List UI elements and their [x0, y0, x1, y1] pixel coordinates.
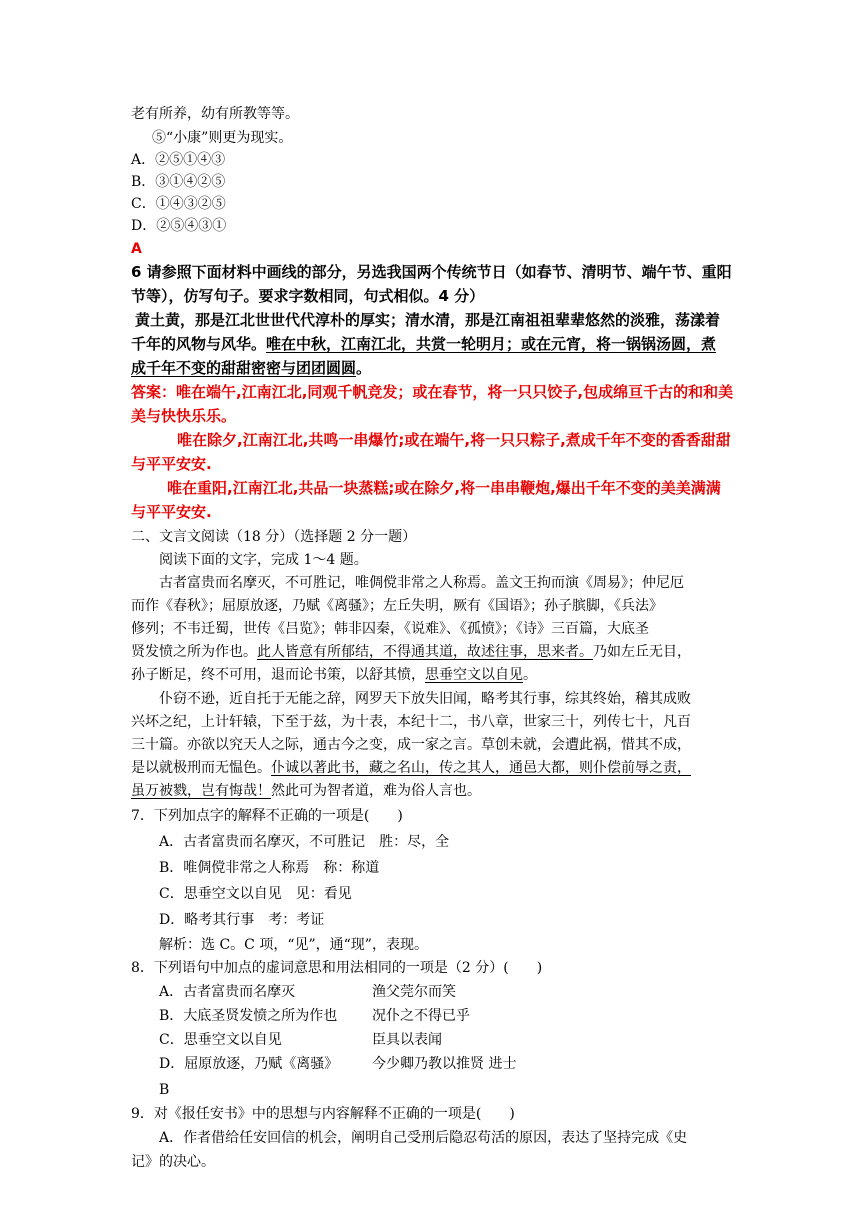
q8-option-b-right: 况仆之不得已乎 — [372, 1008, 470, 1024]
q6-answer-1-line1: 答案：唯在端午,江南江北,同观千帆竞发；或在春节，将一只只饺子,包成绵亘千古的和和美 — [131, 383, 734, 401]
q7-option-a: A．古者富贵而名摩灭，不可胜记 胜：尽，全 — [159, 834, 450, 850]
q7-option-c: C．思垂空文以自见 见：看见 — [159, 886, 352, 902]
q5-option-d: D．②⑤④③① — [131, 218, 227, 234]
q6-material-period: 。 — [356, 359, 372, 377]
passage-underlined: 仆诚以著此书，藏之名山，传之其人，通邑大都，则仆偿前辱之责， — [271, 760, 691, 776]
passage-p1-line2: 而作《春秋》；屈原放逐，乃赋《离骚》；左丘失明，厥有《国语》；孙子膑脚，《兵法》 — [131, 598, 663, 614]
q8-option-d-right: 今少卿乃教以推贤 进士 — [372, 1056, 517, 1072]
q6-answer-3-line1: 唯在重阳,江南江北,共品一块蒸糕;或在除夕,将一串串鞭炮,爆出千年不变的美美满满 — [167, 479, 721, 497]
q5-continuation: 老有所养，幼有所教等等。 — [131, 106, 299, 122]
q6-material-text: 千年的风物与风华。 — [131, 335, 267, 353]
q5-option-b: B．③①④②⑤ — [131, 174, 226, 190]
passage-p2-line4 — [131, 757, 691, 779]
q8-option-c-left: C．思垂空文以自见 — [159, 1032, 282, 1048]
section2-title: 二、文言文阅读（18 分）（选择题 2 分一题） — [131, 529, 417, 545]
q8-option-a-left: A．古者富贵而名摩灭 — [159, 984, 296, 1000]
q7-explanation: 解析：选 C。C 项，“见”，通“现”，表现。 — [159, 937, 428, 953]
q6-material-line1: 黄土黄，那是江北世世代代淳朴的厚实；清水清，那是江南祖祖辈辈悠然的淡雅，荡漾着 — [135, 311, 721, 329]
q6-underlined-end: 成千年不变的甜甜密密与团团圆圆 — [131, 359, 357, 377]
passage-text: 贤发愤之所为作也。 — [131, 644, 257, 660]
section2-instruction: 阅读下面的文字，完成 1～4 题。 — [159, 552, 368, 568]
q6-answer-2-line2: 与平平安安. — [131, 455, 212, 473]
q5-option-c: C．①④③②⑤ — [131, 196, 226, 212]
q9-option-a-line1: A．作者借给任安回信的机会，阐明自己受刑后隐忍苟活的原因，表达了坚持完成《史 — [159, 1130, 688, 1146]
q5-sentence-5: ⑤“小康”则更为现实。 — [152, 130, 293, 146]
passage-underlined: 此人皆意有所郁结，不得通其道，故述往事，思来者。 — [257, 644, 593, 660]
q7-option-b: B．唯倜傥非常之人称焉 称：称道 — [159, 860, 380, 876]
q6-stem-line2: 节等），仿写句子。要求字数相同，句式相似。4 分） — [131, 287, 485, 305]
q6-stem-line1: 6 请参照下面材料中画线的部分，另选我国两个传统节日（如春节、清明节、端午节、重阳 — [131, 263, 732, 281]
passage-underlined: 思垂空文以自见 — [425, 667, 523, 683]
passage-p2-line5 — [131, 780, 481, 802]
q6-answer-1-line2: 美与快快乐乐。 — [131, 407, 237, 425]
passage-p1-line5 — [131, 664, 537, 686]
passage-p2-line3: 三十篇。亦欲以究天人之际，通古今之变，成一家之言。草创未就，会遭此祸，惜其不成， — [131, 737, 691, 753]
q9-stem: 9．对《报任安书》中的思想与内容解释不正确的一项是( ) — [131, 1106, 515, 1122]
passage-p1-line3: 修列；不韦迁蜀，世传《吕览》；韩非囚秦，《说难》、《孤愤》；《诗》三百篇，大底圣 — [131, 621, 649, 637]
passage-text: 乃如左丘无目， — [593, 644, 691, 660]
passage-underlined: 虽万被戮，岂有悔哉！ — [131, 783, 271, 799]
q8-answer: B — [159, 1082, 170, 1098]
q8-stem: 8．下列语句中加点的虚词意思和用法相同的一项是（2 分）( ) — [131, 960, 543, 976]
passage-text: 然此可为智者道，难为俗人言也。 — [271, 783, 481, 799]
q8-option-c-right: 臣具以表闻 — [372, 1032, 442, 1048]
passage-text: 孙子断足，终不可用，退而论书策，以舒其愤， — [131, 667, 425, 683]
passage-p1-line4 — [131, 641, 691, 663]
q5-answer: A — [131, 241, 142, 257]
q5-option-a: A．②⑤①④③ — [131, 152, 226, 168]
q6-answer-2-line1: 唯在除夕,江南江北,共鸣一串爆竹;或在端午,将一只只粽子,煮成千年不变的香香甜甜 — [177, 431, 731, 449]
q8-option-b-left: B．大底圣贤发愤之所为作也 — [159, 1008, 338, 1024]
passage-text: 是以就极刑而无愠色。 — [131, 760, 271, 776]
q6-answer-3-line2: 与平平安安. — [131, 503, 212, 521]
q9-option-a-line2: 记》的决心。 — [131, 1154, 215, 1170]
passage-text: 。 — [523, 667, 537, 683]
q8-option-a-right: 渔父莞尔而笑 — [372, 984, 456, 1000]
passage-p2-line2: 兴坏之纪，上计轩辕，下至于兹，为十表，本纪十二，书八章，世家三十，列传七十，凡百 — [131, 714, 691, 730]
passage-p1-line1: 古者富贵而名摩灭，不可胜记，唯倜傥非常之人称焉。盖文王拘而演《周易》；仲尼厄 — [159, 575, 684, 591]
q6-underlined-part: 唯在中秋，江南江北，共赏一轮明月；或在元宵，将一锅锅汤圆，煮 — [266, 335, 717, 353]
q6-material-line3 — [131, 357, 371, 379]
passage-p2-line1: 仆窃不逊，近自托于无能之辞，网罗天下放失旧闻，略考其行事，综其终始，稽其成败 — [159, 691, 691, 707]
q8-option-a — [159, 981, 295, 1003]
q7-option-d: D．略考其行事 考：考证 — [159, 912, 325, 928]
q6-material-line2 — [131, 333, 716, 355]
q8-option-d-left: D．屈原放逐，乃赋《离骚》 — [159, 1056, 339, 1072]
q7-stem: 7．下列加点字的解释不正确的一项是( ) — [131, 808, 403, 824]
